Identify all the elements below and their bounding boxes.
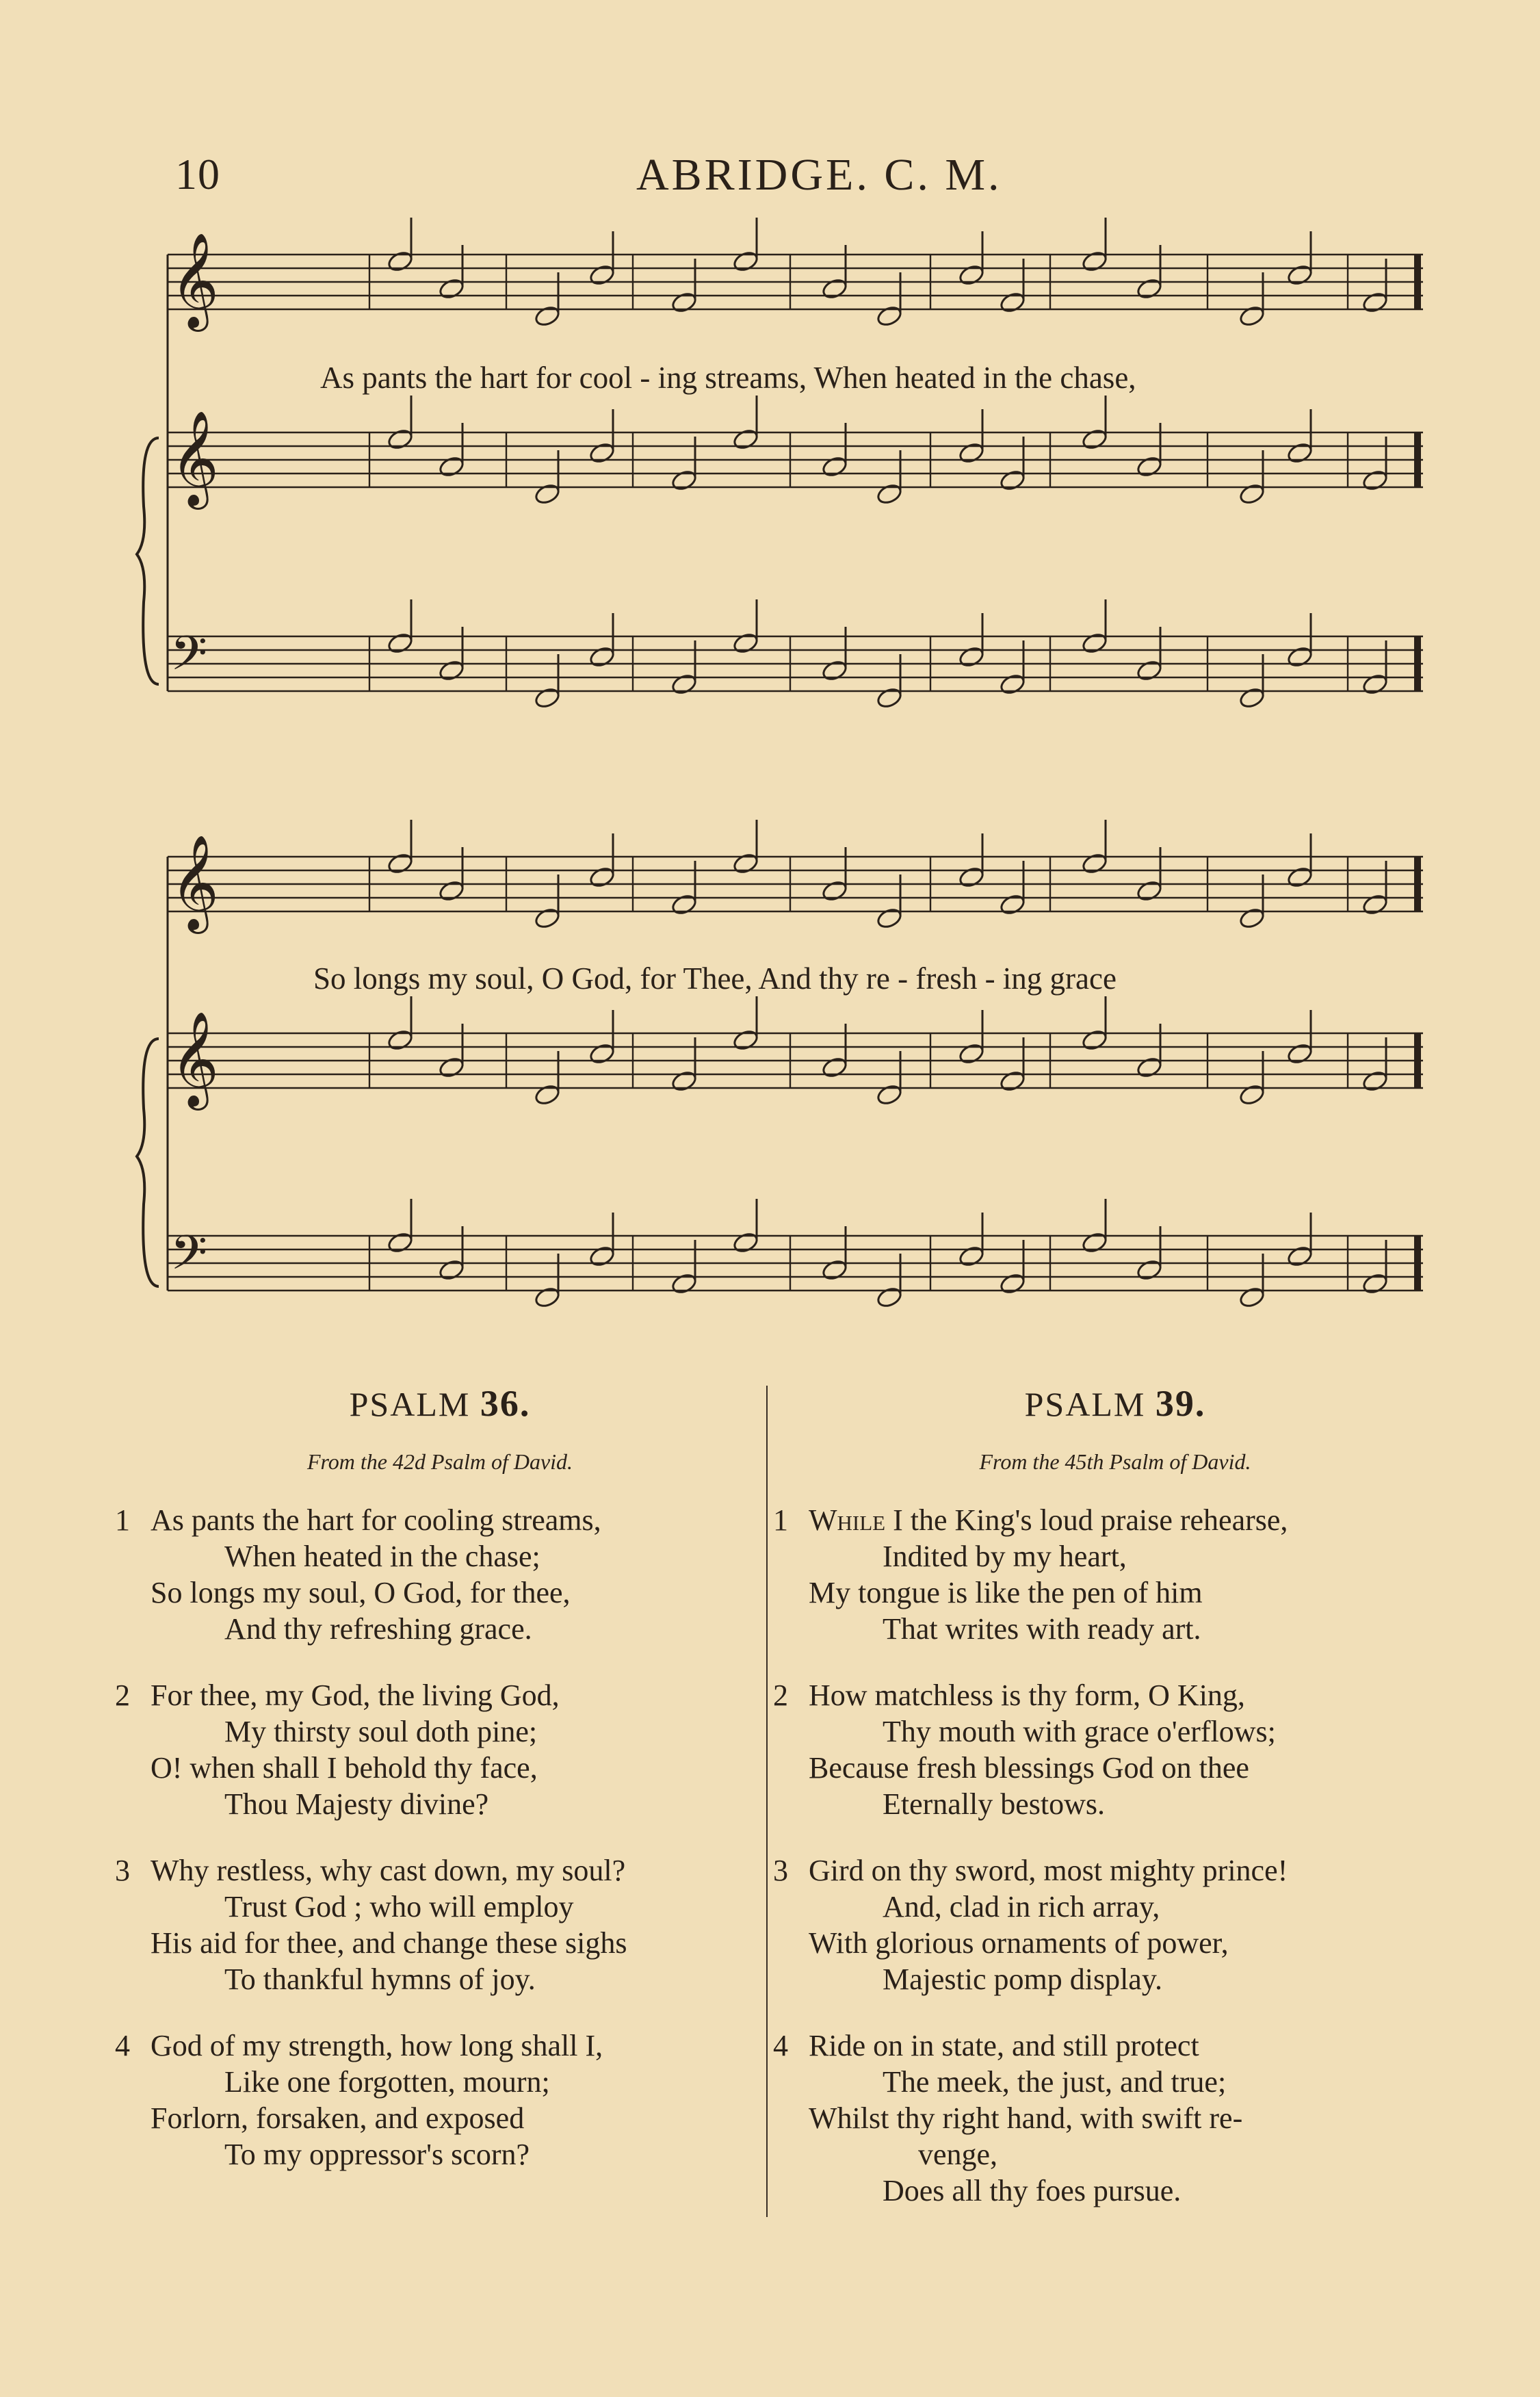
stanza-number: 4 [773, 2029, 788, 2062]
verse-line [773, 1925, 1457, 1961]
verse-text: To thankful hymns of joy. [224, 1962, 536, 1996]
verse-line [115, 1961, 765, 1997]
verse-text: Because fresh blessings God on thee [809, 1751, 1249, 1785]
verse-line [115, 2027, 765, 2064]
verse-line [773, 2136, 1457, 2173]
psalm-39-number: 39. [1155, 1383, 1206, 1424]
verse-line [115, 1677, 765, 1713]
stanza-3 [773, 1852, 1457, 1997]
verse-text: Whilst thy right hand, with swift re- [809, 2101, 1243, 2135]
stanza-number: 1 [773, 1503, 788, 1537]
verse-text: When heated in the chase; [224, 1540, 540, 1573]
verse-line [115, 2136, 765, 2173]
verse-text: Why restless, why cast down, my soul? [151, 1854, 626, 1887]
verse-line [773, 1713, 1457, 1750]
verse-line [115, 1786, 765, 1822]
verse-text: My thirsty soul doth pine; [224, 1715, 538, 1748]
stanza-4 [115, 2027, 765, 2173]
svg-text:𝄞: 𝄞 [170, 835, 219, 930]
verse-text: venge, [918, 2138, 998, 2171]
verse-text: Ride on in state, and still protect [809, 2029, 1199, 2062]
verse-text: Trust God ; who will employ [224, 1890, 574, 1923]
psalm-39-title [773, 1382, 1457, 1425]
verse-line [115, 1852, 765, 1889]
verse-line [115, 1889, 765, 1925]
verse-line [773, 2173, 1457, 2209]
verse-text: How matchless is thy form, O King, [809, 1679, 1245, 1712]
page-number: 10 [175, 150, 220, 198]
psalm-36-source: From the 42d Psalm of David. [306, 1449, 573, 1474]
verse-text: O! when shall I behold thy face, [151, 1751, 538, 1785]
verse-line [773, 2100, 1457, 2136]
svg-text:𝄞: 𝄞 [170, 233, 219, 328]
psalm-39-title-word: PSALM [1024, 1385, 1146, 1423]
verse-line [773, 1575, 1457, 1611]
verse-text: My tongue is like the pen of him [809, 1576, 1203, 1609]
verse-line [773, 1852, 1457, 1889]
stanza-number: 3 [773, 1854, 788, 1887]
verse-text: Does all thy foes pursue. [883, 2174, 1182, 2207]
verse-text: Eternally bestows. [883, 1787, 1106, 1821]
verse-line [115, 1750, 765, 1786]
verse-text: Forlorn, forsaken, and exposed [151, 2101, 525, 2135]
stanza-number: 2 [773, 1679, 788, 1712]
verse-text: To my oppressor's scorn? [224, 2138, 530, 2171]
stanza-number: 1 [115, 1503, 130, 1537]
verse-line [115, 1713, 765, 1750]
verse-line [773, 1611, 1457, 1647]
verse-text: For thee, my God, the living God, [151, 1679, 560, 1712]
verse-text: That writes with ready art. [883, 1612, 1201, 1646]
verse-text: Majestic pomp display. [883, 1962, 1162, 1996]
stanza-2 [773, 1677, 1457, 1822]
verse-text: His aid for thee, and change these sighs [151, 1926, 627, 1960]
verse-text: And thy refreshing grace. [224, 1612, 532, 1646]
verse-text: And, clad in rich array, [883, 1890, 1160, 1923]
verse-text: As pants the hart for cooling streams, [151, 1503, 601, 1537]
verse-text: Like one forgotten, mourn; [224, 2065, 550, 2099]
psalm-36-number: 36. [480, 1383, 531, 1424]
system2-lyrics: So longs my soul, O God, for Thee, And thy re - fresh - ing grace [313, 961, 1117, 996]
psalm-39-source: From the 45th Psalm of David. [979, 1449, 1251, 1474]
verse-line [115, 1925, 765, 1961]
verse-line [115, 1611, 765, 1647]
verse-line [115, 2064, 765, 2100]
first-word: While [809, 1503, 886, 1537]
stanza-3 [115, 1852, 765, 1997]
svg-text:𝄢: 𝄢 [170, 1225, 208, 1292]
verse-text: So longs my soul, O God, for thee, [151, 1576, 571, 1609]
verse-line [115, 1538, 765, 1575]
verse-text: God of my strength, how long shall I, [151, 2029, 603, 2062]
verse-line [773, 2064, 1457, 2100]
verse-line [773, 1889, 1457, 1925]
verse-line [773, 1538, 1457, 1575]
psalm-36-title-word: PSALM [349, 1385, 471, 1423]
stanza-number: 3 [115, 1854, 130, 1887]
tune-title: ABRIDGE. C. M. [636, 150, 1002, 200]
verse-text: The meek, the just, and true; [883, 2065, 1227, 2099]
stanza-4 [773, 2027, 1457, 2209]
verse-text: Indited by my heart, [883, 1540, 1127, 1573]
verse-line [115, 1575, 765, 1611]
verse-line [773, 1677, 1457, 1713]
verse-text: I the King's loud praise rehearse, [885, 1503, 1288, 1537]
stanza-number: 4 [115, 2029, 130, 2062]
verse-line [773, 1786, 1457, 1822]
verse-line [773, 2027, 1457, 2064]
psalm-36-column [115, 1382, 765, 2203]
verse-line [115, 2100, 765, 2136]
stanza-1 [773, 1502, 1457, 1647]
verse-line [115, 1502, 765, 1538]
svg-text:𝄞: 𝄞 [170, 1011, 219, 1106]
column-divider [766, 1386, 768, 2217]
verse-text: With glorious ornaments of power, [809, 1926, 1229, 1960]
system1-lyrics: As pants the hart for cool - ing streams, When heated in the chase, [320, 361, 1136, 395]
verse-text: Thy mouth with grace o'erflows; [883, 1715, 1276, 1748]
svg-text:𝄢: 𝄢 [170, 625, 208, 692]
verse-text: Gird on thy sword, most mighty prince! [809, 1854, 1288, 1887]
psalm-39-column [773, 1382, 1457, 2239]
svg-text:𝄞: 𝄞 [170, 411, 219, 506]
stanza-2 [115, 1677, 765, 1822]
psalm-39-stanzas [773, 1502, 1457, 2209]
psalm-36-stanzas [115, 1502, 765, 2173]
verse-line [773, 1750, 1457, 1786]
stanza-number: 2 [115, 1679, 130, 1712]
stanza-1 [115, 1502, 765, 1647]
psalm-36-title [115, 1382, 765, 1425]
verse-line [773, 1502, 1457, 1538]
verse-text: Thou Majesty divine? [224, 1787, 489, 1821]
verse-line [773, 1961, 1457, 1997]
